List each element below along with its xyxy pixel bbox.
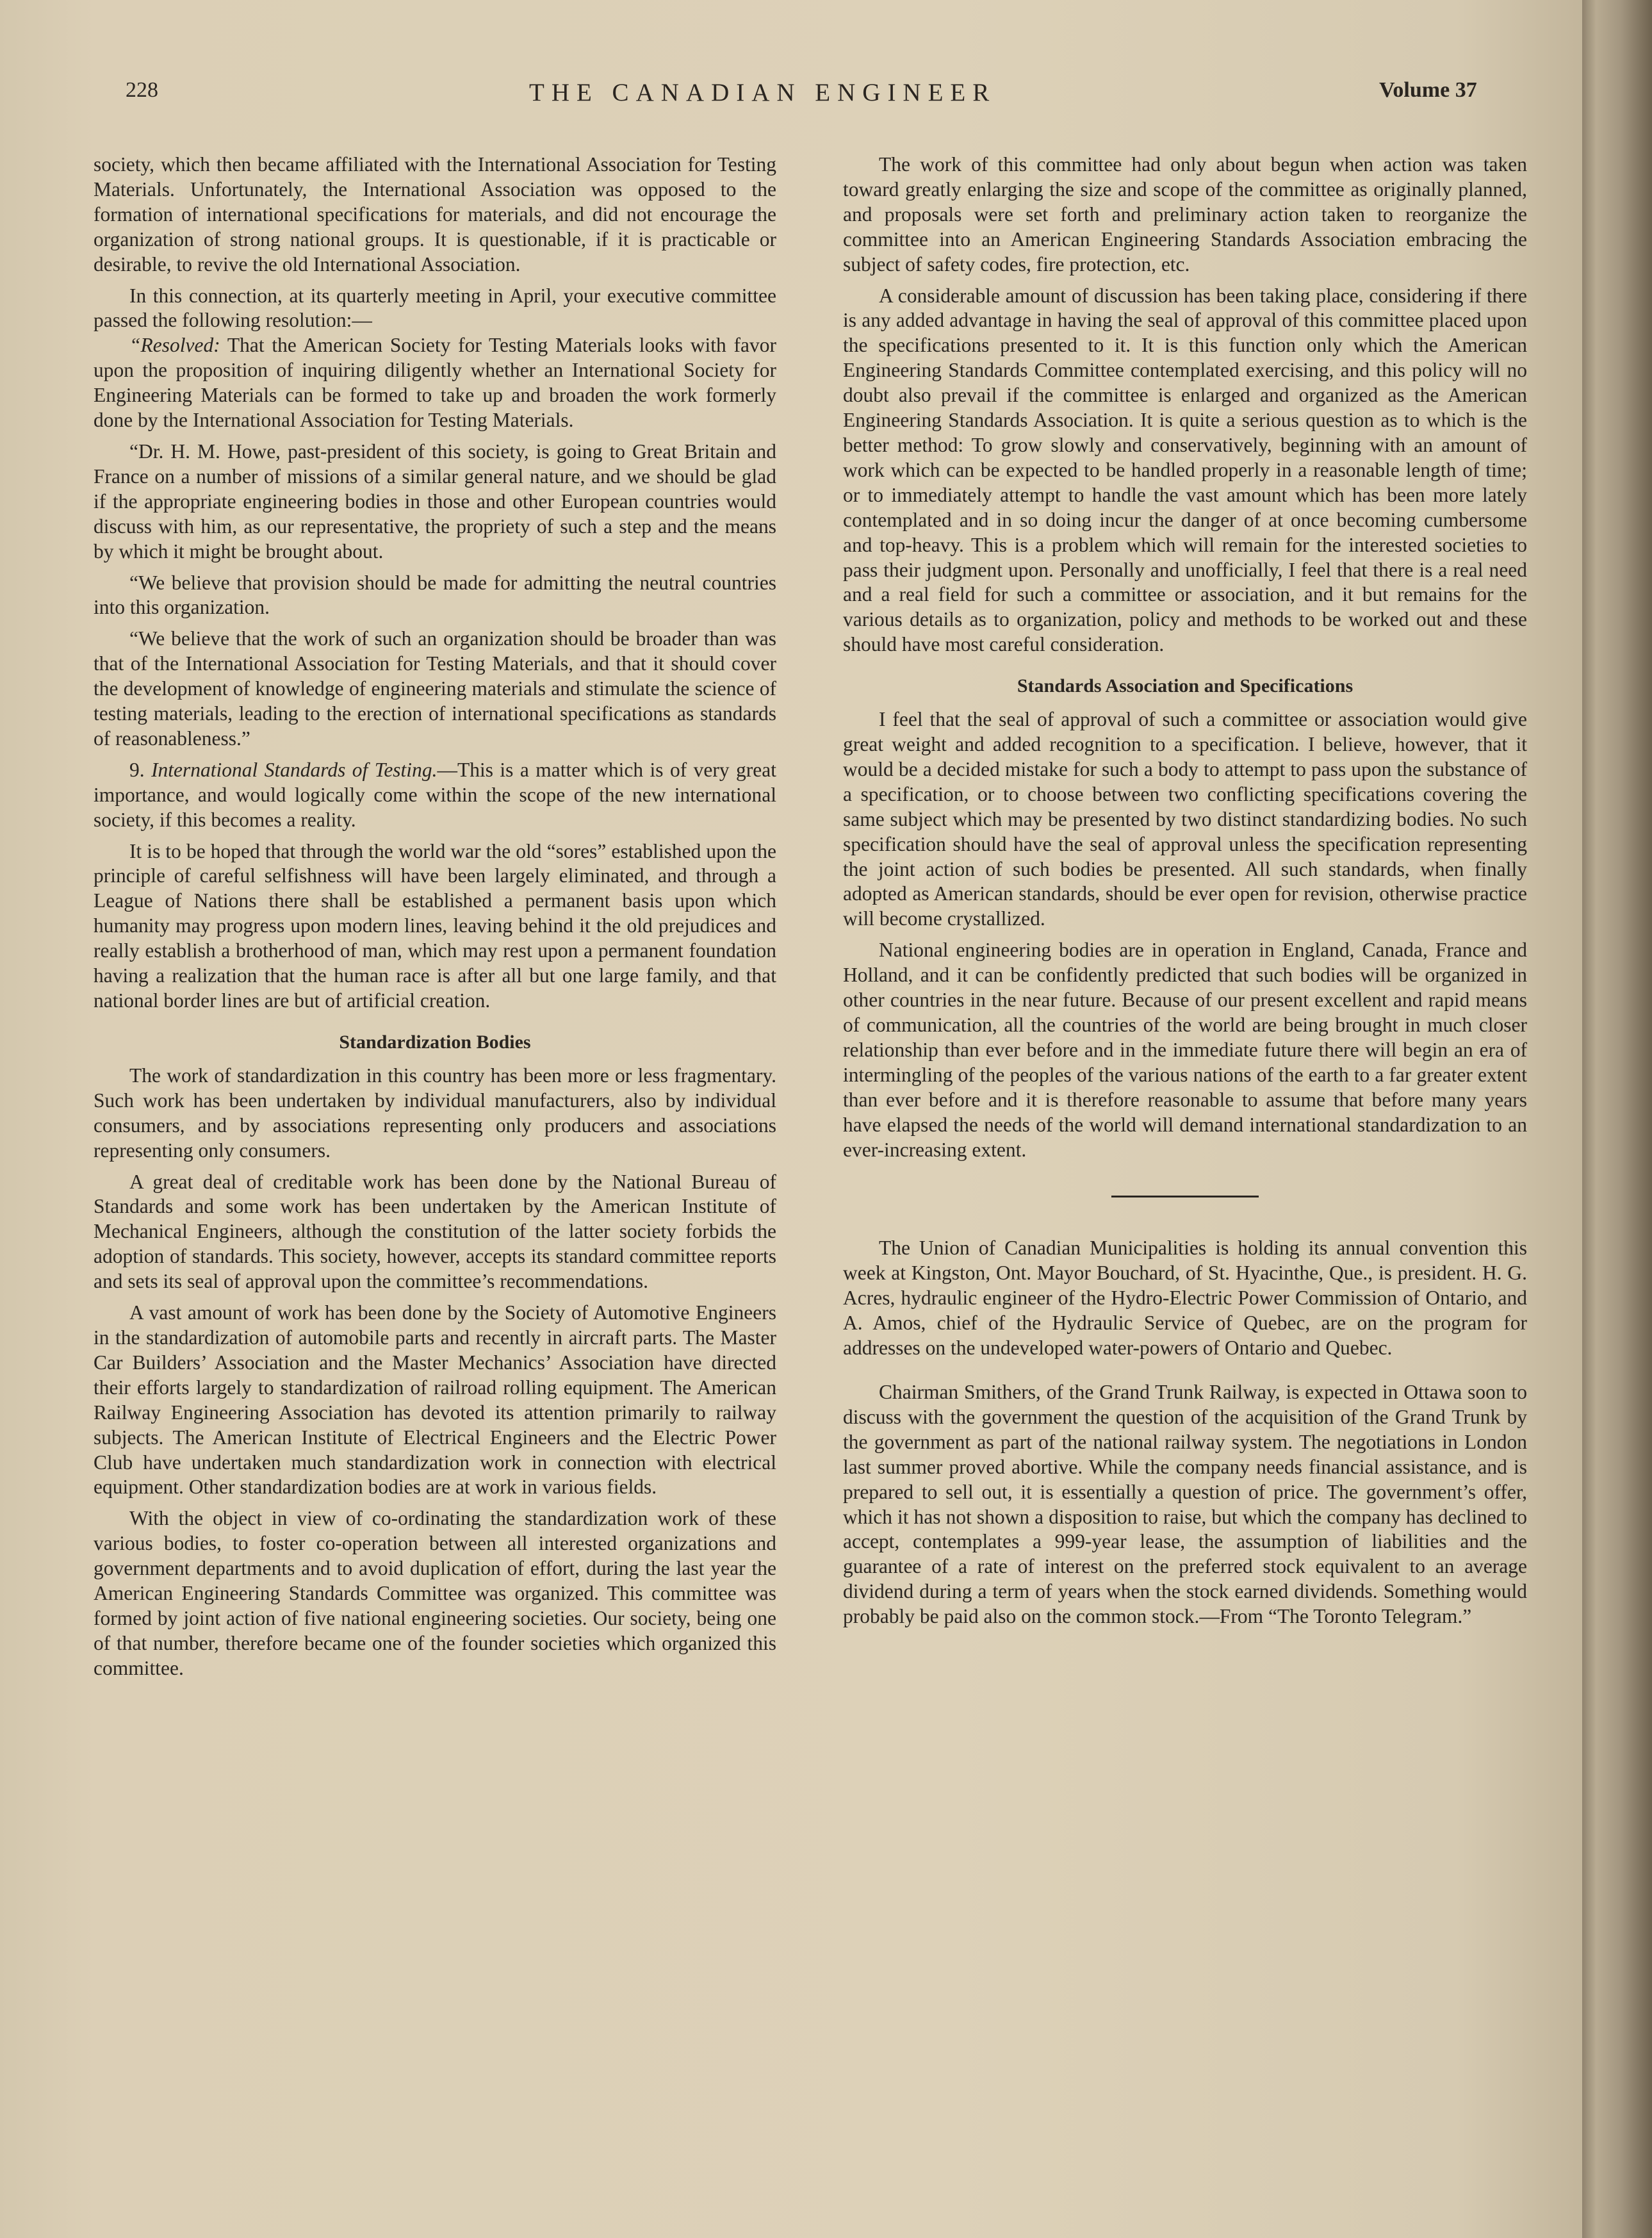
paragraph: I feel that the seal of approval of such a committee or association would give great weight and added recognition to a specification. I believe, however, that it would be a decided mistake for such a body to attempt to pass upon the substance of a specification, or to choose between two conflicting specifications covering the same subject which may be presented by two distinct standardizing bodies. No such specification should have the seal of approval unless the specification representing the joint action of such bodies be presented. All such standards, when finally adopted as American standards, should be ever open for revision, otherwise practice will become crystallized. [843,708,1527,930]
news-item: The Union of Canadian Municipalities is holding its annual convention this week at Kingston, Ont. Mayor Bouchard, of St. Hyacinthe, Que., is president. H. G. Acres, hydraulic engineer of the Hydro-Electric Power Commission of Ontario, and A. Amos, chief of the Hydraulic Service of Quebec, are on the program for addresses on the undeveloped water-powers of Ontario and Quebec. [843,1237,1527,1360]
item-title: International Standards of Testing. [151,758,438,781]
volume-label: Volume 37 [1379,78,1477,102]
page-number: 228 [126,78,158,102]
resolution-paragraph [94,333,776,433]
section-heading: Standards Association and Specifications [1017,675,1353,697]
resolution-text: That the American Society for Testing Materials looks with favor upon the proposition of inquiring diligently whether an International Society for Engineering Materials can be formed to take up and broaden the work formerly done by the International Association for Testing Materials. [94,334,776,432]
numbered-paragraph [94,758,776,833]
left-column [94,152,776,1681]
paragraph: The work of this committee had only about begun when action was taken toward greatly enlarging the size and scope of the committee as originally planned, and proposals were set forth and preliminary action taken to reorganize the committee into an American Engineering Standards Association embracing the subject of safety codes, fire protection, etc. [843,153,1527,276]
section-heading: Standardization Bodies [339,1031,531,1053]
paragraph: The work of standardization in this country has been more or less fragmentary. Such work has been undertaken by individual manufacturers, also by individual consumers, and by associations representing only producers and associations representing only consumers. [94,1064,776,1162]
running-title: THE CANADIAN ENGINEER [529,79,997,106]
paragraph: “We believe that provision should be made for admitting the neutral countries into this organization. [94,571,776,619]
paragraph: A vast amount of work has been done by the Society of Automotive Engineers in the standardization of automobile parts and recently in aircraft parts. The Master Car Builders’ Association and the Master Mechanics’ Association have directed their efforts largely to standardization of railroad rolling equipment. The American Railway Engineering Association has devoted its attention primarily to railway subjects. The American Institute of Electrical Engineers and the Electric Power Club have undertaken much standardization work in connection with electrical equipment. Other standardization bodies are at work in various fields. [94,1301,776,1499]
section-divider [1111,1196,1259,1197]
paragraph: A great deal of creditable work has been done by the National Bureau of Standards and some work has been undertaken by the American Institute of Mechanical Engineers, although the constitution of the latter society forbids the adoption of standards. This society, however, accepts its standard committee reports and sets its seal of approval upon the committee’s recommendations. [94,1170,776,1293]
book-gutter [1582,0,1652,2238]
paragraph: A considerable amount of discussion has been taking place, considering if there is any added advantage in having the seal of approval of this committee placed upon the specifications presented to it. It is this function only which the American Engineering Standards Committee contemplated exercising, and this policy will no doubt also prevail if the committee is enlarged and organized as the American Engineering Standards Association. It is quite a serious question as to which is the better method: To grow slowly and conservatively, beginning with an amount of work which can be expected to be handled properly in a reasonable length of time; or to immediately attempt to handle the vast amount which has been more lately contemplated and in so doing incur the danger of at once becoming cumbersome and top-heavy. This is a problem which will remain for the interested societies to pass their judgment upon. Personally and unofficially, I feel that there is a real need and a real field for such a committee or association, and it but remains for the various details as to organization, policy and methods to be worked out and these should have most careful consideration. [843,284,1527,656]
paragraph: society, which then became affiliated with the International Association for Testing Materials. Unfortunately, the International Association was opposed to the formation of international specifications for materials, and did not encourage the organization of strong national groups. It is questionable, if it is practicable or desirable, to revive the old International Association. [94,153,776,276]
paragraph: In this connection, at its quarterly meeting in April, your executive committee passed the following resolution:— [94,284,776,332]
paragraph: National engineering bodies are in operation in England, Canada, France and Holland, and it can be confidently predicted that such bodies will be organized in other countries in the near future. Because of our present excellent and rapid means of communication, all the countries of the world are being brought in much closer relationship than ever before and in the immediate future there will begin an era of intermingling of the peoples of the various nations of the earth to a far greater extent than ever before and it is therefore reasonable to assume that before many years have elapsed the needs of the world will demand international standardization to an ever-increasing extent. [843,939,1527,1161]
resolved-lead: “Resolved: [129,334,220,357]
paragraph: It is to be hoped that through the world war the old “sores” established upon the principle of careful selfishness will have been largely eliminated, and through a League of Nations there shall be established a permanent basis upon which humanity may progress upon modern lines, leaving behind it the old prejudices and really establish a brotherhood of man, which may rest upon a permanent foundation having a realization that the human race is after all but one large family, and that national border lines are but of artificial creation. [94,839,776,1012]
paragraph: “We believe that the work of such an organization should be broader than was that of the International Association for Testing Materials, and that it should cover the development of knowledge of engineering materials and stimulate the science of testing materials, leading to the erection of international specifications as standards of reasonableness.” [94,627,776,750]
item-number: 9. [129,758,152,781]
news-item: Chairman Smithers, of the Grand Trunk Railway, is expected in Ottawa soon to discuss with the government the question of the acquisition of the Grand Trunk by the government as part of the national railway system. The negotiations in London last summer proved abortive. While the company needs financial assistance, and is prepared to sell out, it is essentially a question of price. The government’s offer, which it has not shown a disposition to raise, but which the company has declined to accept, contemplates a 999-year lease, the assumption of liabilities and the guarantee of a rate of interest on the preferred stock equivalent to an average dividend during a term of years when the stock earned dividends. Something would probably be paid also on the common stock.—From “The Toronto Telegram.” [843,1380,1527,1628]
item-text: —This is a matter which is of very great importance, and would logically come within the scope of the new international society, if this becomes a reality. [94,758,777,831]
right-column [843,152,1527,1629]
paragraph: With the object in view of co-ordinating the standardization work of these various bodies, to foster co-operation between all interested organizations and government departments and to avoid duplication of effort, during the last year the American Engineering Standards Committee was organized. This committee was formed by joint action of five national engineering societies. Our society, being one of that number, therefore became one of the founder societies which organized this committee. [94,1507,776,1679]
paragraph: “Dr. H. M. Howe, past-president of this society, is going to Great Britain and France on a number of missions of a similar general nature, and we should be glad if the appropriate engineering bodies in those and other European countries would discuss with him, as our representative, the propriety of such a step and the means by which it might be brought about. [94,440,776,563]
